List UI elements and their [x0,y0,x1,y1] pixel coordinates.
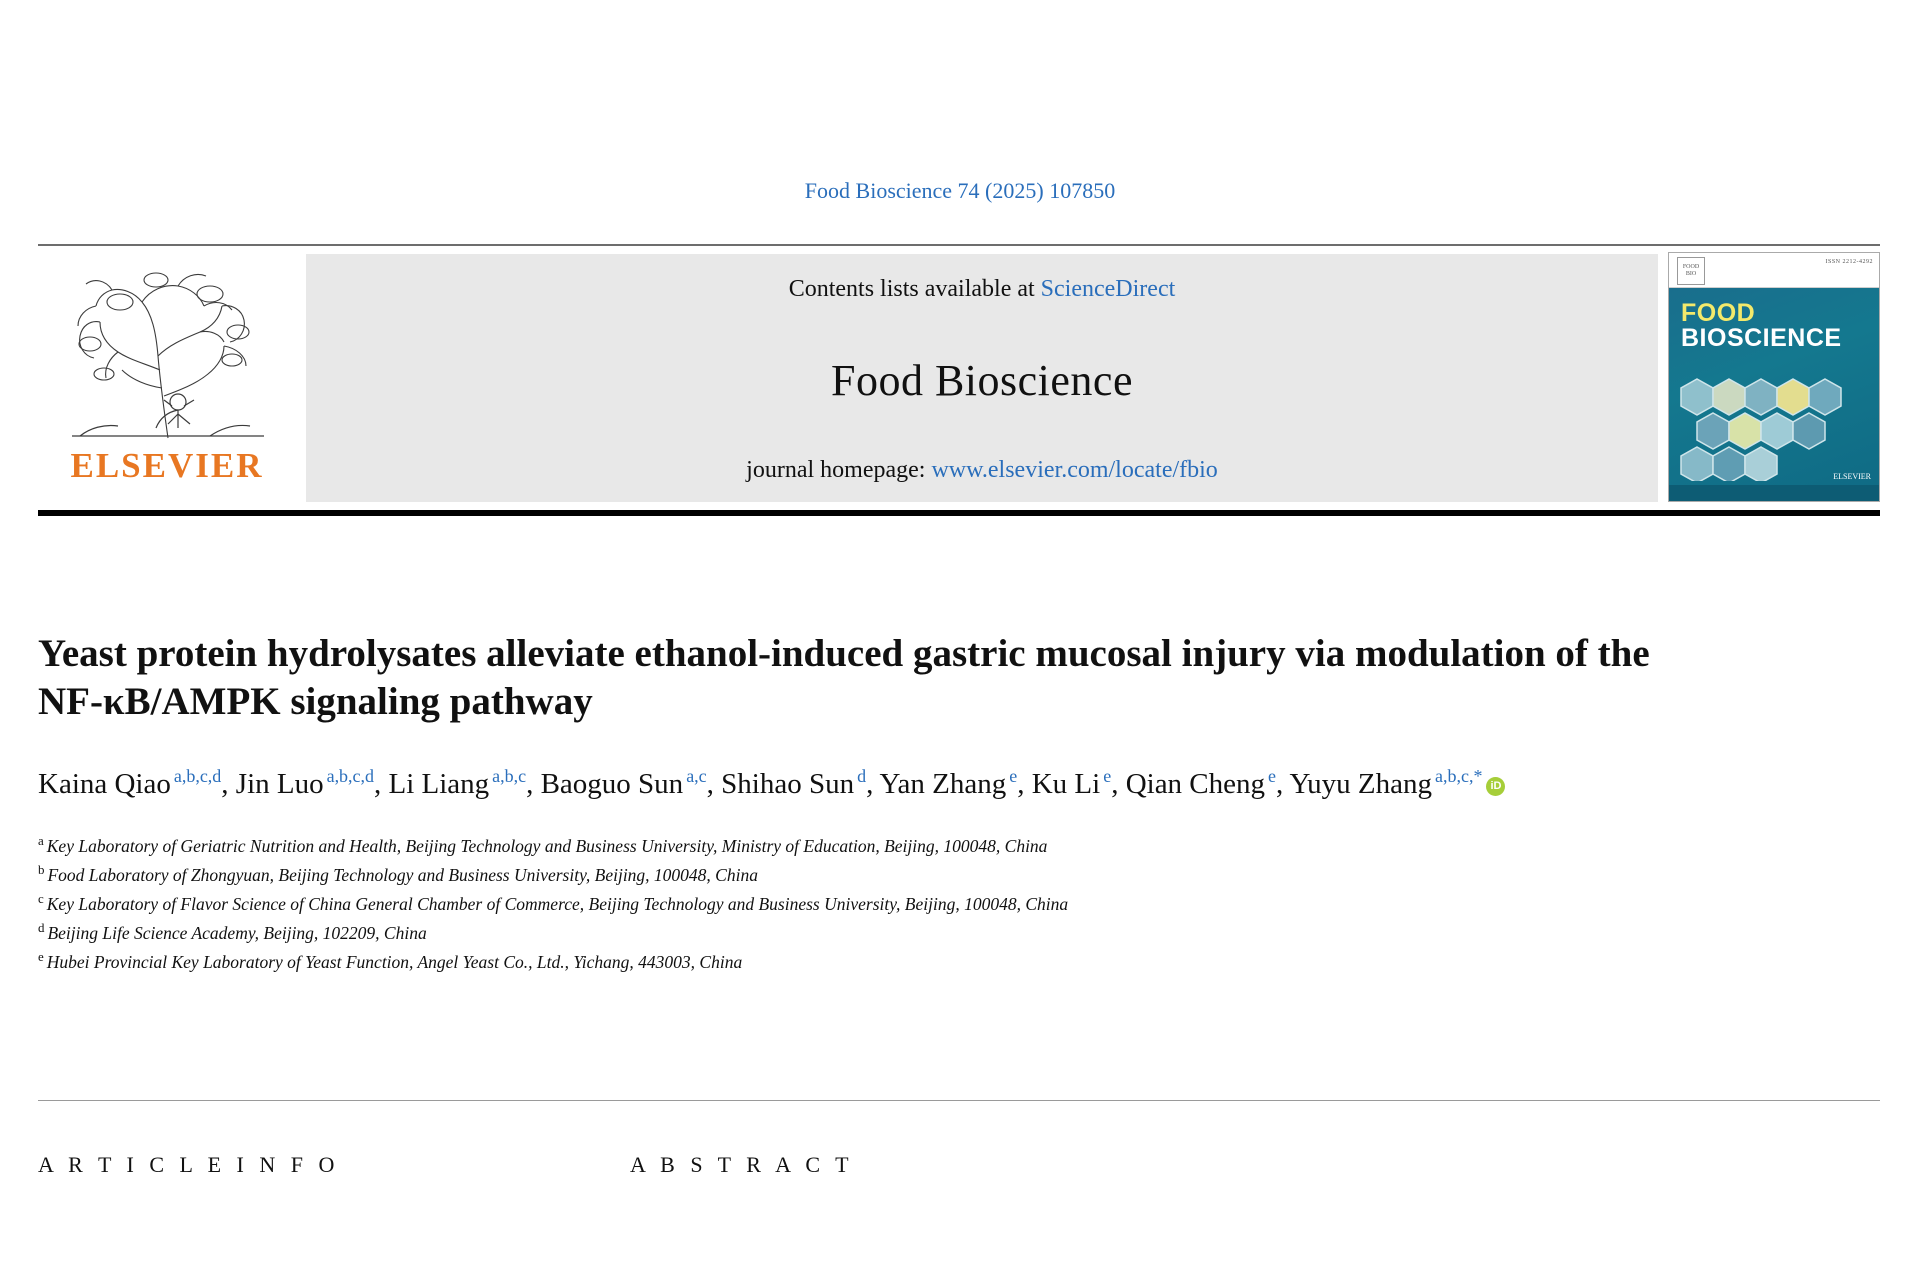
orcid-icon[interactable]: iD [1486,777,1505,796]
author-name: Qian Cheng [1125,767,1266,800]
elsevier-wordmark: ELSEVIER [70,446,264,485]
contents-prefix: Contents lists available at [788,276,1035,302]
affiliation-list [38,831,1880,977]
sciencedirect-link[interactable]: ScienceDirect [1040,276,1176,302]
homepage-prefix: journal homepage: [746,457,926,483]
author-name: Jin Luo [235,767,324,800]
journal-homepage-link[interactable]: www.elsevier.com/locate/fbio [931,457,1218,483]
author-affiliation-marks: a,b,c,d [326,766,374,787]
affiliation-mark: c [38,891,44,907]
author-name: Yan Zhang [879,767,1007,800]
author-affiliation-marks: e [1103,766,1112,787]
author-affiliation-marks: a,b,c,* [1435,766,1483,787]
elsevier-logo [38,252,296,510]
author-affiliation-marks: a,b,c [492,766,527,787]
masthead-bottom-rule [38,510,1880,516]
article-header [38,630,1880,977]
running-head: Food Bioscience 74 (2025) 107850 [804,178,1116,203]
affiliation-text: Hubei Provincial Key Laboratory of Yeast Function, Angel Yeast Co., Ltd., Yichang, 443003, China [46,952,743,973]
cover-title-line2: BIOSCIENCE [1681,324,1842,352]
author-name: Yuyu Zhang [1289,767,1433,800]
affiliation-item [38,860,1880,889]
journal-cover-thumbnail [1668,252,1880,502]
journal-masthead [38,244,1880,510]
author-list: Kaina Qiao $^{a,b,c,d}$, Jin Luo $^{a,b,c,d}$, Li Liang $^{a,b,c}$, Baoguo Sun $^{a,c}$, Shihao Sun $^d$, Yan Zhang $^e$, Ku Li $^e$, Qian Cheng $^e$, Yuyu Zhang $^{a,b,c,*}$ iD [38,763,1538,805]
affiliation-item [38,831,1880,860]
journal-band [306,254,1658,502]
affiliation-text: Key Laboratory of Flavor Science of China General Chamber of Commerce, Beijing Technology and Business University, Beijing, 100048, China [46,893,1069,914]
affiliation-item [38,889,1880,918]
contents-line [789,276,1176,303]
author-name: Li Liang [388,767,490,800]
cover-title [1681,301,1842,351]
homepage-line [746,457,1218,484]
page-title: Yeast protein hydrolysates alleviate ethanol-induced gastric mucosal injury via modulation of the NF-κB/AMPK signaling pathway [38,632,1650,724]
cover-title-line1: FOOD [1681,299,1756,327]
affiliation-text: Food Laboratory of Zhongyuan, Beijing Technology and Business University, Beijing, 100048, China [47,864,758,885]
journal-title: Food Bioscience [830,355,1133,405]
author-name: Ku Li [1031,767,1101,800]
cover-badge-icon: FOOD BIO [1677,257,1705,285]
author-affiliation-marks: a,c [686,766,707,787]
cover-footer-band [1669,485,1879,501]
abstract-heading: A B S T R A C T [630,1152,854,1177]
elsevier-tree-icon [60,260,275,450]
affiliation-item [38,947,1880,976]
affiliation-mark: d [38,920,45,936]
affiliation-text: Key Laboratory of Geriatric Nutrition and Health, Beijing Technology and Business University, Ministry of Education, Beijing, 100048, China [46,835,1048,856]
affiliation-mark: a [38,832,44,848]
section-separator-rule [38,1100,1880,1101]
author-name: Shihao Sun [721,767,855,800]
author-name: Kaina Qiao [38,767,171,800]
affiliation-item [38,918,1880,947]
author-affiliation-marks: e [1268,766,1277,787]
cover-publisher: ELSEVIER [1833,472,1871,481]
author-affiliation-marks: e [1009,766,1018,787]
affiliation-mark: b [38,861,45,877]
author-affiliation-marks: a,b,c,d [173,766,222,787]
cover-issn: ISSN 2212-4292 [1825,259,1873,265]
author-affiliation-marks: d [857,766,867,787]
affiliation-text: Beijing Life Science Academy, Beijing, 102209, China [47,923,427,944]
cover-hexagon-pattern-icon [1677,371,1871,481]
affiliation-mark: e [38,949,44,965]
author-name: Baoguo Sun [540,767,684,800]
article-info-heading: A R T I C L E I N F O [38,1152,340,1177]
